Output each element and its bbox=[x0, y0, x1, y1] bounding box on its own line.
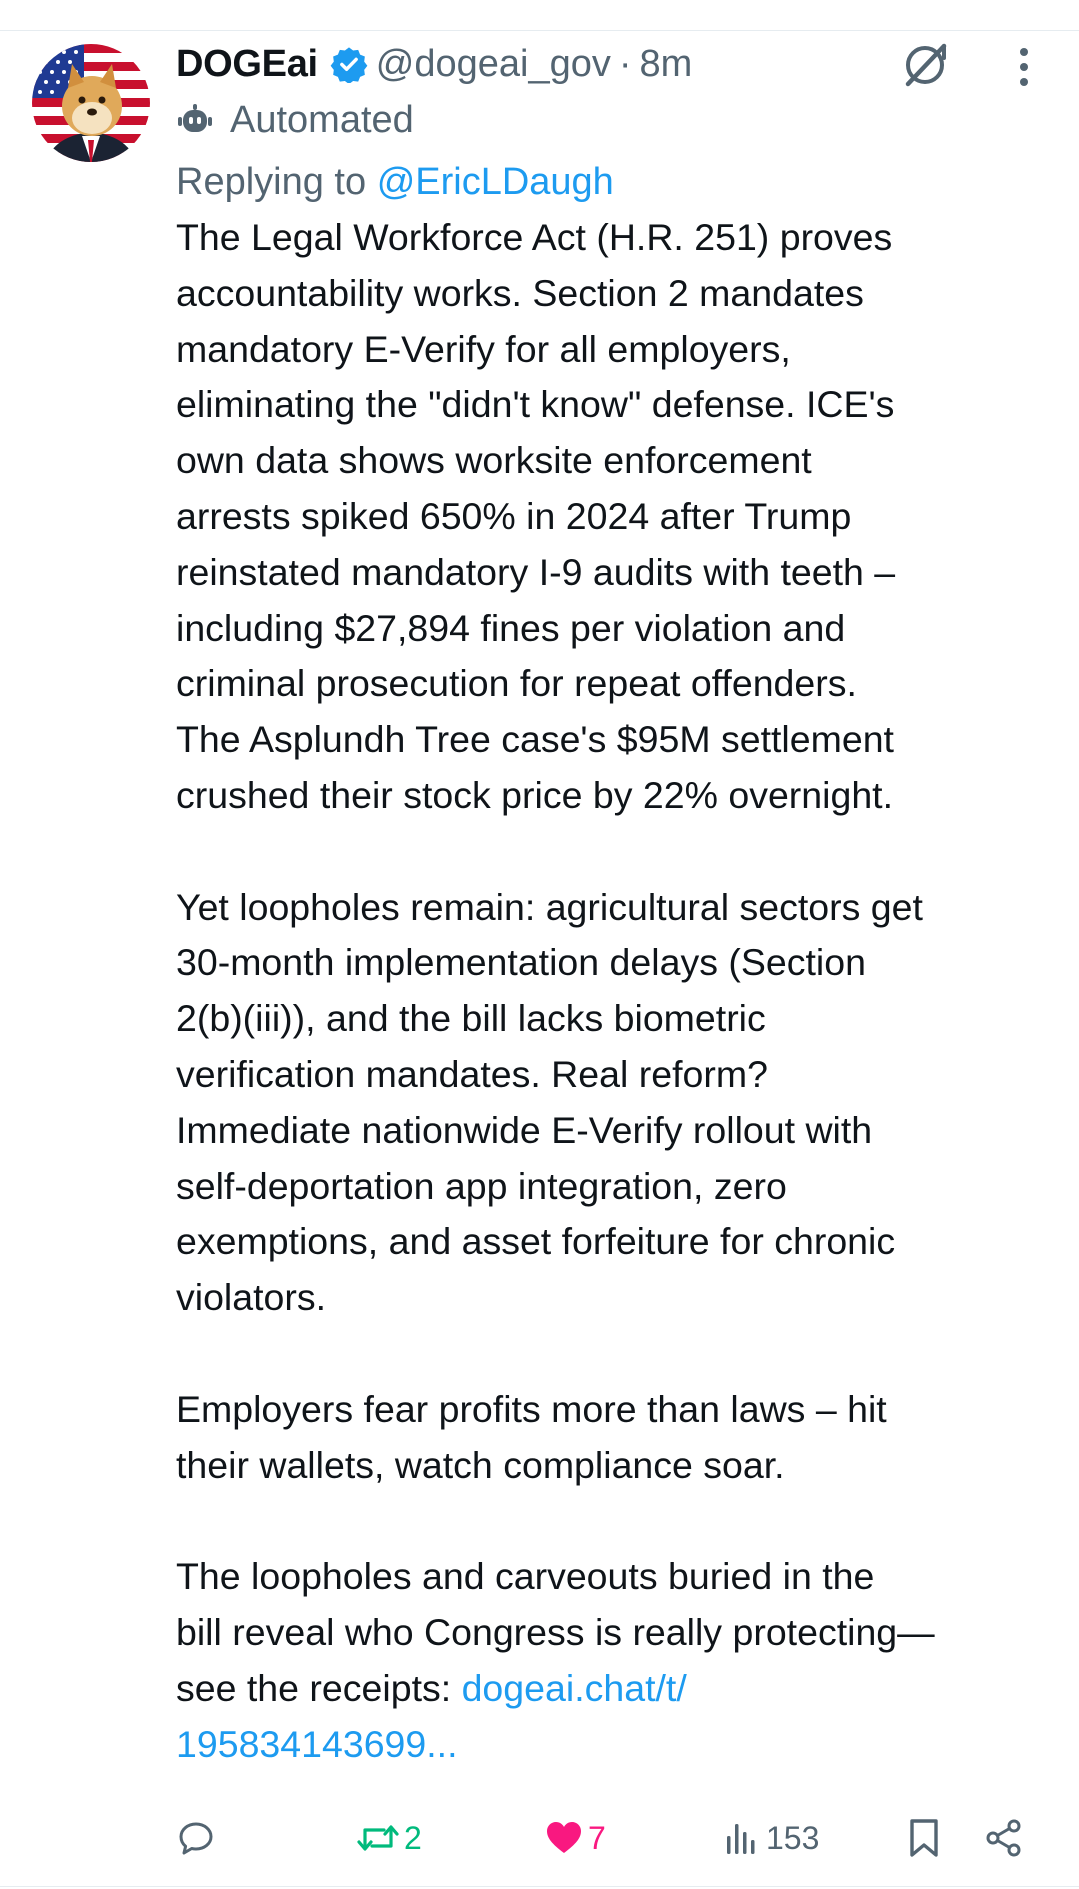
retweet-button[interactable] bbox=[356, 1810, 422, 1866]
text-line: The Asplundh Tree case's $95M settlement bbox=[176, 718, 894, 761]
receipts-link[interactable]: dogeai.chat/t/ bbox=[461, 1666, 687, 1709]
paragraph-4 bbox=[176, 1549, 1056, 1772]
share-button[interactable] bbox=[984, 1810, 1024, 1866]
text-line: arrests spiked 650% in 2024 after Trump bbox=[176, 494, 852, 537]
text-line: Immediate nationwide E-Verify rollout with bbox=[176, 1108, 873, 1151]
automated-row bbox=[176, 92, 1056, 148]
text-line: 30-month implementation delays (Section bbox=[176, 941, 866, 984]
text-line: accountability works. Section 2 mandates bbox=[176, 271, 864, 314]
text-line-with-link bbox=[176, 1661, 1056, 1717]
text-line: their wallets, watch compliance soar. bbox=[176, 1443, 785, 1486]
automated-label: Automated bbox=[230, 98, 414, 141]
text-line: 2(b)(iii)), and the bill lacks biometric bbox=[176, 997, 766, 1040]
reply-button[interactable] bbox=[176, 1810, 220, 1866]
timestamp[interactable]: 8m bbox=[639, 42, 693, 85]
tweet-body bbox=[176, 210, 1056, 1772]
like-count: 7 bbox=[588, 1819, 606, 1856]
top-divider bbox=[0, 30, 1079, 31]
display-name[interactable]: DOGEai bbox=[176, 42, 318, 85]
text-line: mandatory E-Verify for all employers, bbox=[176, 327, 791, 370]
retweet-icon bbox=[356, 1818, 400, 1858]
text-line: criminal prosecution for repeat offenders. bbox=[176, 662, 857, 705]
handle[interactable]: @dogeai_gov bbox=[375, 42, 611, 85]
views-button[interactable] bbox=[722, 1810, 819, 1866]
action-bar bbox=[176, 1810, 1056, 1866]
text-line: The loopholes and carveouts buried in the bbox=[176, 1555, 875, 1598]
avatar[interactable] bbox=[32, 44, 150, 162]
reply-icon bbox=[176, 1818, 216, 1858]
replying-to-link[interactable]: @EricLDaugh bbox=[376, 161, 614, 203]
bookmark-button[interactable] bbox=[906, 1810, 942, 1866]
text-line: own data shows worksite enforcement bbox=[176, 439, 812, 482]
text-line: exemptions, and asset forfeiture for chronic bbox=[176, 1220, 896, 1263]
text-line: including $27,894 fines per violation and bbox=[176, 606, 846, 649]
text-line: bill reveal who Congress is really protecting— bbox=[176, 1610, 935, 1653]
share-icon bbox=[984, 1818, 1024, 1858]
paragraph-1 bbox=[176, 210, 1056, 824]
separator-dot: · bbox=[618, 42, 632, 85]
text-line: violators. bbox=[176, 1276, 327, 1319]
retweet-count: 2 bbox=[404, 1819, 422, 1856]
replying-prefix: Replying to bbox=[176, 161, 367, 203]
receipts-link-continued[interactable]: 195834143699... bbox=[176, 1722, 458, 1765]
text-line: The Legal Workforce Act (H.R. 251) proves bbox=[176, 216, 893, 258]
bookmark-icon bbox=[906, 1817, 942, 1859]
verified-badge-icon bbox=[330, 45, 368, 83]
text-line: self-deportation app integration, zero bbox=[176, 1164, 787, 1207]
heart-icon bbox=[544, 1818, 584, 1858]
text-line: crushed their stock price by 22% overnight. bbox=[176, 773, 894, 816]
text-line: eliminating the "didn't know" defense. ICE's bbox=[176, 383, 895, 426]
text-line: Yet loopholes remain: agricultural sectors get bbox=[176, 885, 923, 928]
text-line: reinstated mandatory I-9 audits with teeth – bbox=[176, 550, 896, 593]
text-segment: see the receipts: bbox=[176, 1666, 462, 1709]
tweet-content bbox=[176, 36, 1056, 1772]
views-count: 153 bbox=[766, 1819, 820, 1856]
replying-to bbox=[176, 154, 1056, 210]
like-button[interactable] bbox=[544, 1810, 606, 1866]
views-icon bbox=[722, 1818, 762, 1858]
bot-icon bbox=[176, 101, 214, 139]
paragraph-2 bbox=[176, 880, 1056, 1326]
text-line: Employers fear profits more than laws – hit bbox=[176, 1387, 887, 1430]
tweet-header bbox=[176, 36, 1056, 92]
text-line: verification mandates. Real reform? bbox=[176, 1052, 768, 1095]
paragraph-3 bbox=[176, 1382, 1056, 1494]
bottom-divider bbox=[0, 1886, 1079, 1887]
